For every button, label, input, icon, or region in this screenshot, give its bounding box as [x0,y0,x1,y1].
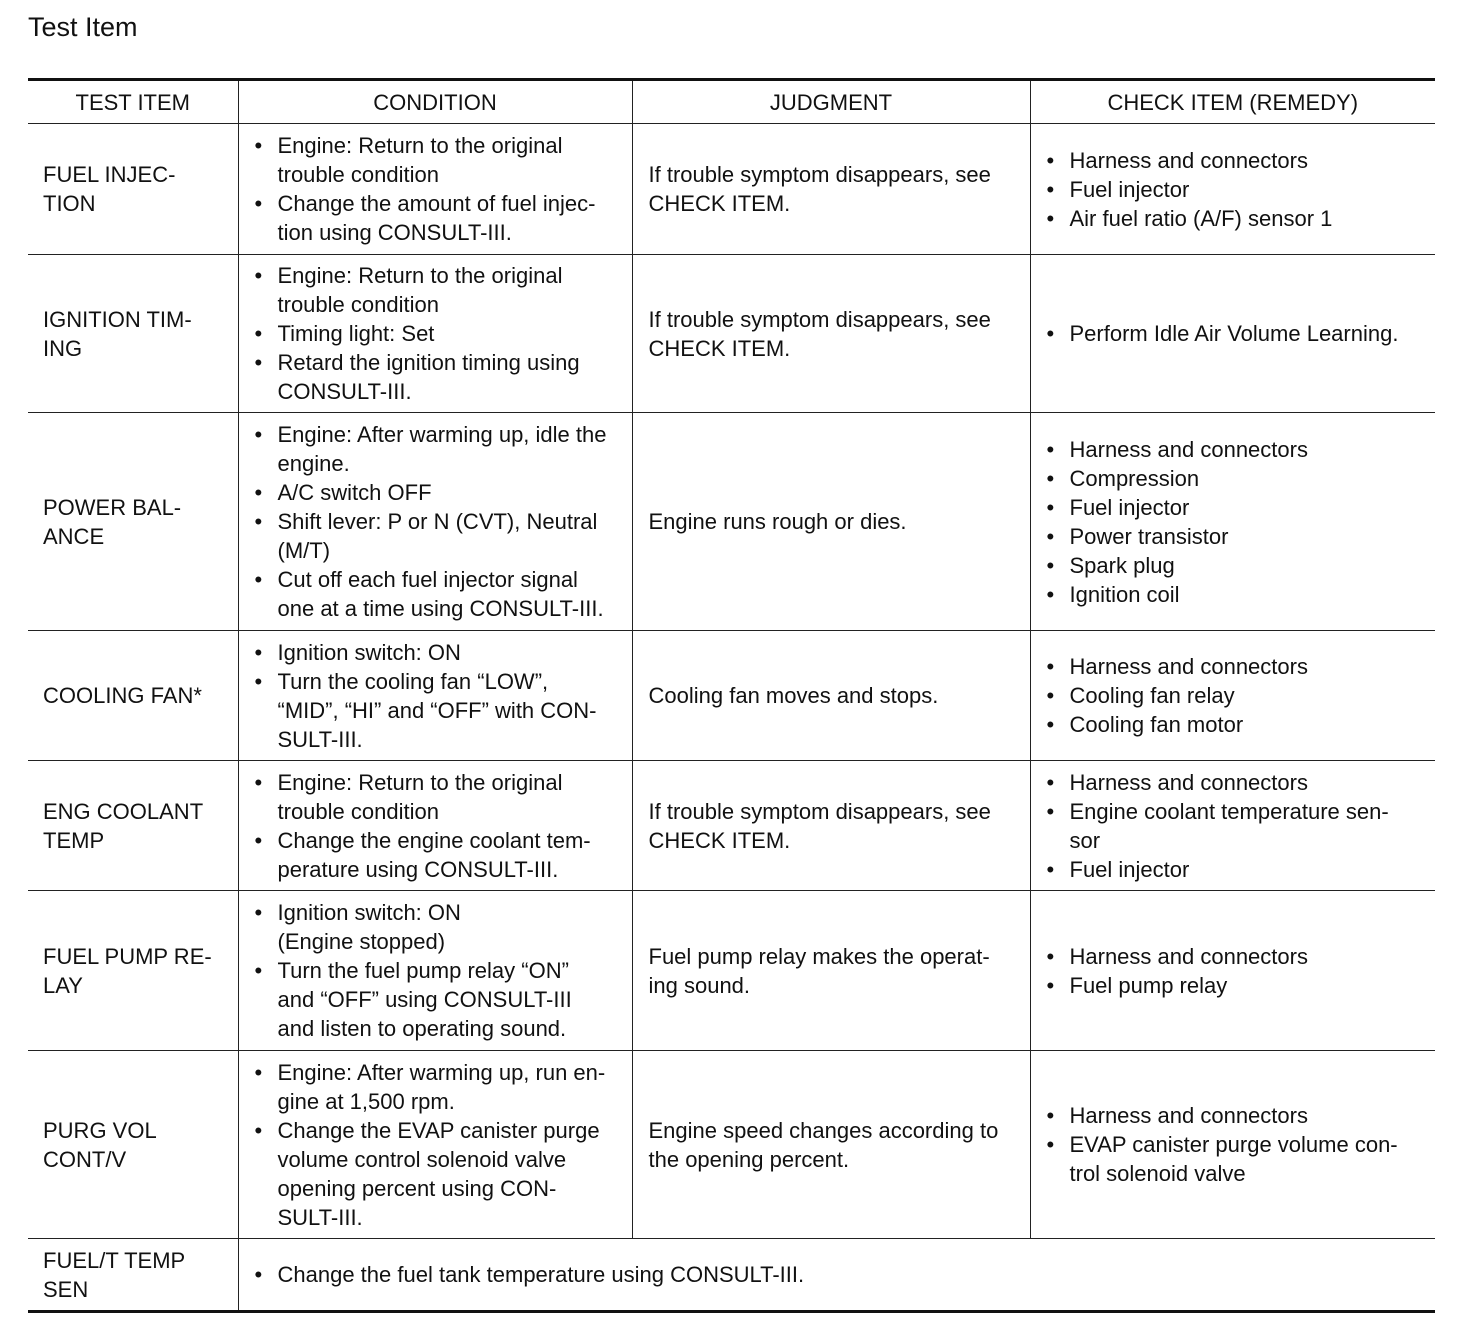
table-row [28,124,1435,255]
judgment-cell [632,761,1030,891]
condition-text: Engine: Return to the original [277,133,563,158]
test-item-cell [28,891,238,1051]
check-item-bullet [1045,522,1428,551]
judgment-text: Fuel pump relay makes the operat- [648,943,990,969]
condition-bullet [253,507,626,565]
check-item-bullet [1045,1101,1428,1130]
condition-cell [238,124,632,255]
condition-text: and listen to operating sound. [277,1016,567,1041]
check-item-list [1045,652,1428,739]
condition-cell [238,255,632,413]
check-item-bullet [1045,797,1428,855]
condition-text: Change the engine coolant tem- [277,827,591,853]
condition-bullet [253,478,626,507]
condition-list [253,898,626,1043]
table-row [28,891,1435,1051]
check-item-bullet [1045,493,1428,522]
test-item-label: TEMP [43,827,105,853]
condition-text: Retard the ignition timing using [277,350,580,375]
condition-list [253,638,626,754]
judgment-text: Engine speed changes according to [648,1117,999,1143]
table-row [28,255,1435,413]
condition-text: SULT-III. [277,726,363,752]
check-item-bullet [1045,652,1428,681]
test-item-label: ING [43,335,83,361]
test-item-cell [28,1051,238,1239]
check-item-text: Harness and connectors [1069,1103,1308,1128]
check-item-bullet [1045,146,1428,175]
test-item-cell [28,413,238,631]
header-test-item: TEST ITEM [28,80,238,124]
header-condition: CONDITION [238,80,632,124]
judgment-cell [632,255,1030,413]
check-item-text: Air fuel ratio (A/F) sensor 1 [1069,205,1333,231]
condition-bullet [253,348,626,406]
condition-bullet [253,638,626,667]
condition-list [253,1260,1430,1289]
table-row [28,1051,1435,1239]
check-item-list [1045,146,1428,233]
judgment-cell [632,631,1030,761]
condition-text: Change the EVAP canister purge [277,1117,600,1143]
test-item-label: COOLING FAN* [43,683,202,708]
condition-cell [238,1239,1435,1312]
condition-text: Engine: Return to the original [277,263,563,288]
condition-bullet [253,1058,626,1116]
condition-text: (Engine stopped) [277,929,446,954]
condition-text: trouble condition [277,798,439,824]
condition-bullet [253,565,626,623]
condition-list [253,420,626,623]
check-item-text: EVAP canister purge volume con- [1069,1132,1398,1157]
condition-cell [238,1051,632,1239]
check-item-text: Harness and connectors [1069,769,1308,795]
judgment-text: CHECK ITEM. [648,827,791,853]
condition-list [253,768,626,884]
header-judgment: JUDGMENT [632,80,1030,124]
condition-bullet [253,1116,626,1232]
test-item-cell [28,1239,238,1312]
test-item-label: CONT/V [43,1146,127,1172]
condition-list [253,1058,626,1232]
condition-bullet [253,826,626,884]
check-item-bullet [1045,710,1428,739]
condition-bullet [253,131,626,189]
table-row [28,761,1435,891]
condition-bullet [253,189,626,247]
check-item-text: Fuel injector [1069,176,1190,202]
check-item-cell [1030,1051,1435,1239]
check-item-text: Harness and connectors [1069,943,1308,969]
judgment-text: If trouble symptom disappears, see [648,162,991,187]
check-item-bullet [1045,175,1428,204]
condition-bullet [253,420,626,478]
condition-text: “MID”, “HI” and “OFF” with CON- [277,697,597,723]
condition-cell [238,891,632,1051]
condition-text: CONSULT-III. [277,379,412,404]
table-header-row [28,80,1435,124]
test-item-cell [28,631,238,761]
condition-cell [238,631,632,761]
test-item-label: POWER BAL- [43,494,182,520]
condition-text: Engine: After warming up, run en- [277,1059,606,1085]
test-item-table [28,78,1435,1313]
judgment-text: CHECK ITEM. [648,191,791,216]
check-item-bullet [1045,942,1428,971]
condition-text: Ignition switch: ON [277,639,461,665]
check-item-text: Ignition coil [1069,581,1180,607]
judgment-text: Cooling fan moves and stops. [648,683,939,708]
judgment-text: If trouble symptom disappears, see [648,798,991,824]
check-item-text: Compression [1069,465,1200,491]
table-row [28,1239,1435,1312]
condition-text: perature using CONSULT-III. [277,856,559,882]
check-item-list [1045,435,1428,609]
check-item-bullet [1045,580,1428,609]
condition-text: tion using CONSULT-III. [277,220,512,245]
test-item-cell [28,761,238,891]
judgment-text: If trouble symptom disappears, see [648,306,991,332]
condition-text: Turn the fuel pump relay “ON” [277,958,569,983]
condition-text: SULT-III. [277,1204,363,1230]
condition-text: Engine: Return to the original [277,769,563,795]
condition-list [253,131,626,247]
judgment-text: CHECK ITEM. [648,335,791,361]
check-item-text: Harness and connectors [1069,436,1308,462]
test-item-label: FUEL/T TEMP [43,1247,186,1273]
check-item-text: Cooling fan motor [1069,712,1244,737]
test-item-cell [28,124,238,255]
condition-text: trouble condition [277,292,439,317]
condition-bullet [253,319,626,348]
judgment-text: Engine runs rough or dies. [648,509,907,534]
check-item-text: Spark plug [1069,552,1175,578]
check-item-text: trol solenoid valve [1069,1161,1246,1186]
condition-text: Shift lever: P or N (CVT), Neutral [277,509,598,534]
test-item-cell [28,255,238,413]
condition-text: (M/T) [277,538,331,563]
condition-text: gine at 1,500 rpm. [277,1088,455,1114]
check-item-text: Fuel injector [1069,494,1190,520]
test-item-label: ENG COOLANT [43,798,204,824]
condition-bullet [253,956,626,1043]
check-item-bullet [1045,435,1428,464]
check-item-text: Fuel injector [1069,856,1190,882]
check-item-bullet [1045,204,1428,233]
condition-text: Change the fuel tank temperature using CONSULT-III. [277,1262,805,1287]
condition-bullet [253,768,626,826]
check-item-bullet [1045,768,1428,797]
check-item-cell [1030,255,1435,413]
test-item-label: FUEL PUMP RE- [43,943,212,969]
condition-bullet [253,898,626,956]
page-title: Test Item [28,12,138,42]
check-item-text: Harness and connectors [1069,654,1308,679]
check-item-bullet [1045,319,1428,348]
check-item-cell [1030,124,1435,255]
test-item-label: FUEL INJEC- [43,162,176,187]
judgment-cell [632,1051,1030,1239]
judgment-cell [632,124,1030,255]
check-item-bullet [1045,551,1428,580]
table-row [28,631,1435,761]
condition-bullet [253,1260,1430,1289]
condition-text: A/C switch OFF [277,480,432,505]
condition-text: Engine: After warming up, idle the [277,422,607,447]
check-item-cell [1030,413,1435,631]
judgment-cell [632,413,1030,631]
condition-text: Cut off each fuel injector signal [277,567,578,592]
check-item-bullet [1045,1130,1428,1188]
check-item-cell [1030,891,1435,1051]
condition-text: one at a time using CONSULT-III. [277,596,604,621]
table-row [28,413,1435,631]
condition-cell [238,761,632,891]
test-item-label: LAY [43,972,83,998]
condition-text: Change the amount of fuel injec- [277,191,596,216]
condition-text: and “OFF” using CONSULT-III [277,987,572,1012]
condition-text: trouble condition [277,162,439,187]
check-item-bullet [1045,971,1428,1000]
check-item-cell [1030,631,1435,761]
condition-text: opening percent using CON- [277,1175,557,1201]
test-item-label: PURG VOL [43,1117,157,1143]
condition-text: volume control solenoid valve [277,1146,567,1172]
test-item-label: ANCE [43,523,105,549]
condition-text: Turn the cooling fan “LOW”, [277,668,549,694]
condition-bullet [253,261,626,319]
condition-list [253,261,626,406]
check-item-bullet [1045,681,1428,710]
check-item-list [1045,768,1428,884]
judgment-text: ing sound. [648,972,751,998]
check-item-bullet [1045,855,1428,884]
judgment-text: the opening percent. [648,1146,850,1172]
check-item-text: Harness and connectors [1069,147,1308,173]
header-check-item: CHECK ITEM (REMEDY) [1030,80,1435,124]
condition-text: Timing light: Set [277,321,435,346]
check-item-text: Perform Idle Air Volume Learning. [1069,321,1399,346]
check-item-text: Fuel pump relay [1069,972,1228,998]
condition-text: Ignition switch: ON [277,900,461,925]
check-item-cell [1030,761,1435,891]
check-item-list [1045,319,1428,348]
check-item-list [1045,1101,1428,1188]
check-item-text: sor [1069,827,1101,853]
test-item-label: IGNITION TIM- [43,306,192,332]
test-item-label: SEN [43,1276,89,1302]
check-item-bullet [1045,464,1428,493]
check-item-list [1045,942,1428,1000]
condition-cell [238,413,632,631]
judgment-cell [632,891,1030,1051]
check-item-text: Cooling fan relay [1069,683,1235,708]
check-item-text: Engine coolant temperature sen- [1069,798,1389,824]
test-item-label: TION [43,191,96,216]
check-item-text: Power transistor [1069,523,1229,549]
condition-text: engine. [277,451,350,476]
condition-bullet [253,667,626,754]
